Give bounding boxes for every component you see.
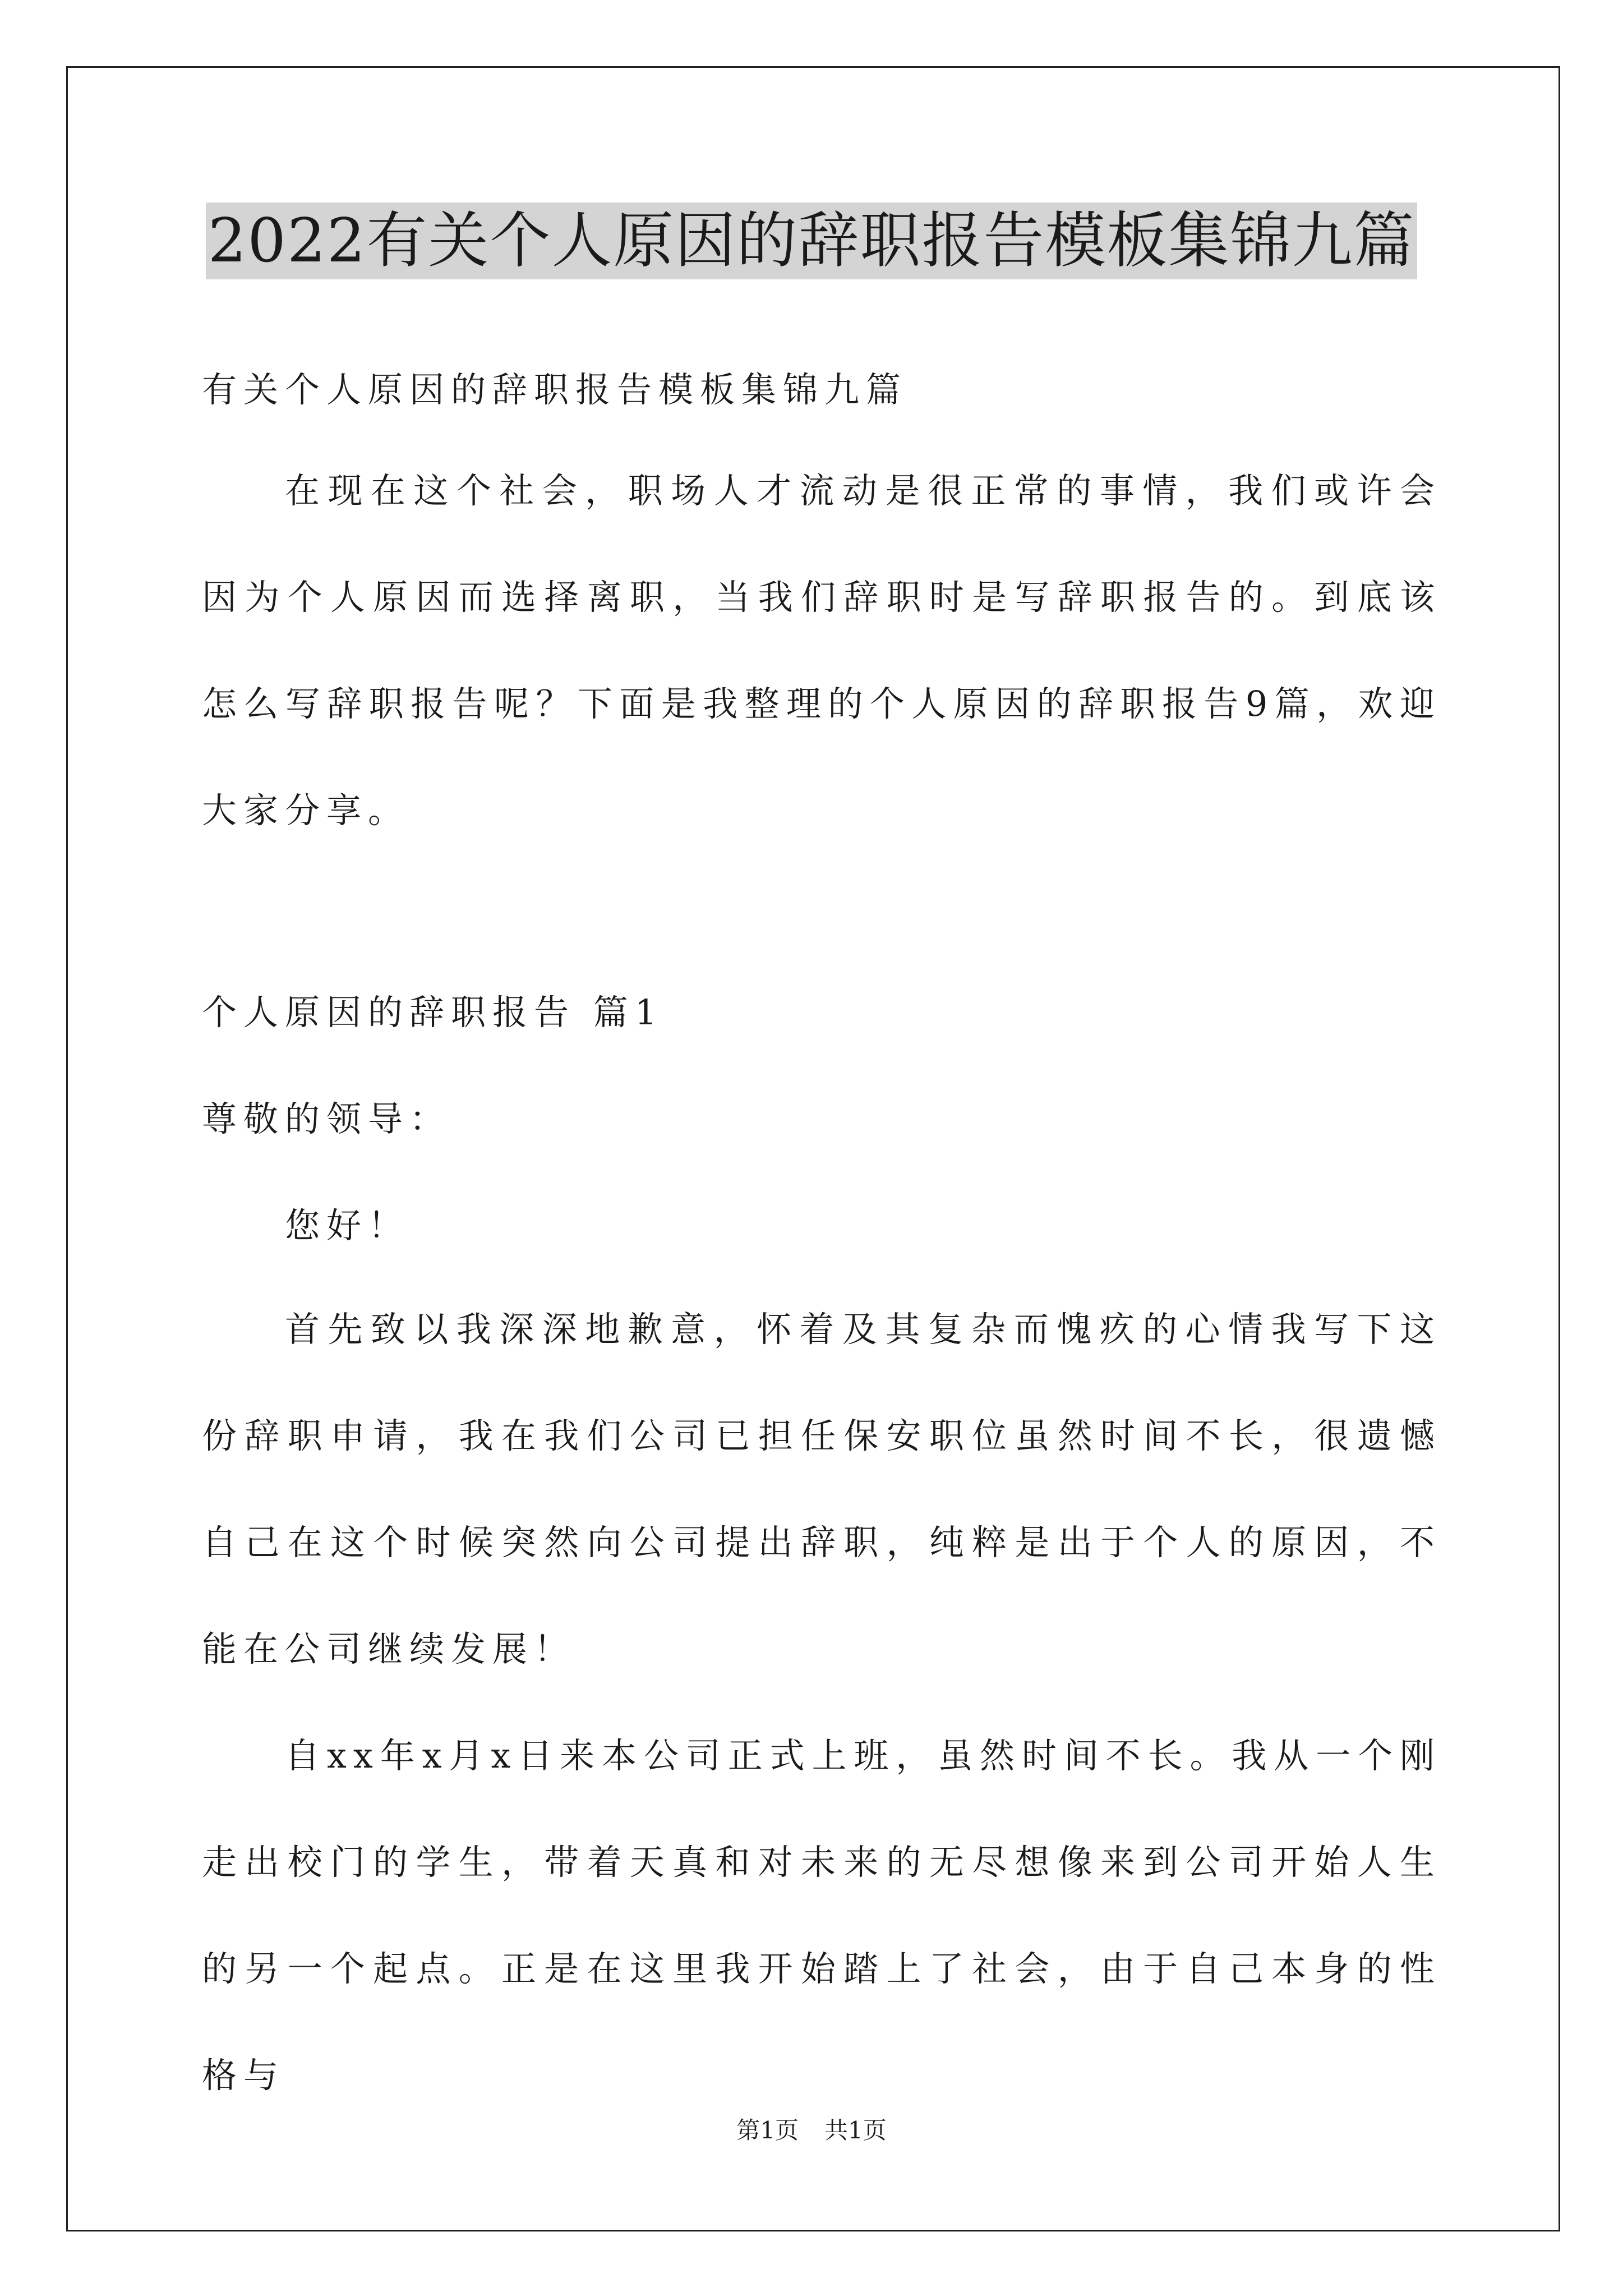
body-paragraph-1: 首先致以我深深地歉意，怀着及其复杂而愧疚的心情我写下这份辞职申请，我在我们公司已担任保安职位虽然时间不长，很遗憾自己在这个时候突然向公司提出辞职，纯粹是出于个人的原因，不能在公司继续发展！: [202, 1309, 1441, 1669]
intro-paragraph: 在现在这个社会，职场人才流动是很正常的事情，我们或许会因为个人原因而选择离职，当我们辞职时是写辞职报告的。到底该怎么写辞职报告呢？下面是我整理的个人原因的辞职报告9篇，欢迎大家分享。: [202, 470, 1441, 831]
document-subtitle: 有关个人原因的辞职报告模板集锦九篇: [202, 369, 908, 410]
page-footer: [0, 2114, 1623, 2147]
salutation: 尊敬的领导：: [202, 1098, 451, 1139]
section-heading: 个人原因的辞职报告 篇1: [202, 992, 664, 1033]
greeting: 您好！: [285, 1205, 410, 1246]
page-number-total: 共1页: [824, 2116, 887, 2144]
document-title-text: 2022有关个人原因的辞职报告模板集锦九篇: [206, 203, 1418, 279]
body-paragraph-2: 自xx年x月x日来本公司正式上班，虽然时间不长。我从一个刚走出校门的学生，带着天真和对未来的无尽想像来到公司开始人生的另一个起点。正是在这里我开始踏上了社会，由于自己本身的性格与: [202, 1735, 1441, 2096]
page-number-current: 第1页: [736, 2116, 799, 2144]
document-title: [0, 202, 1623, 280]
